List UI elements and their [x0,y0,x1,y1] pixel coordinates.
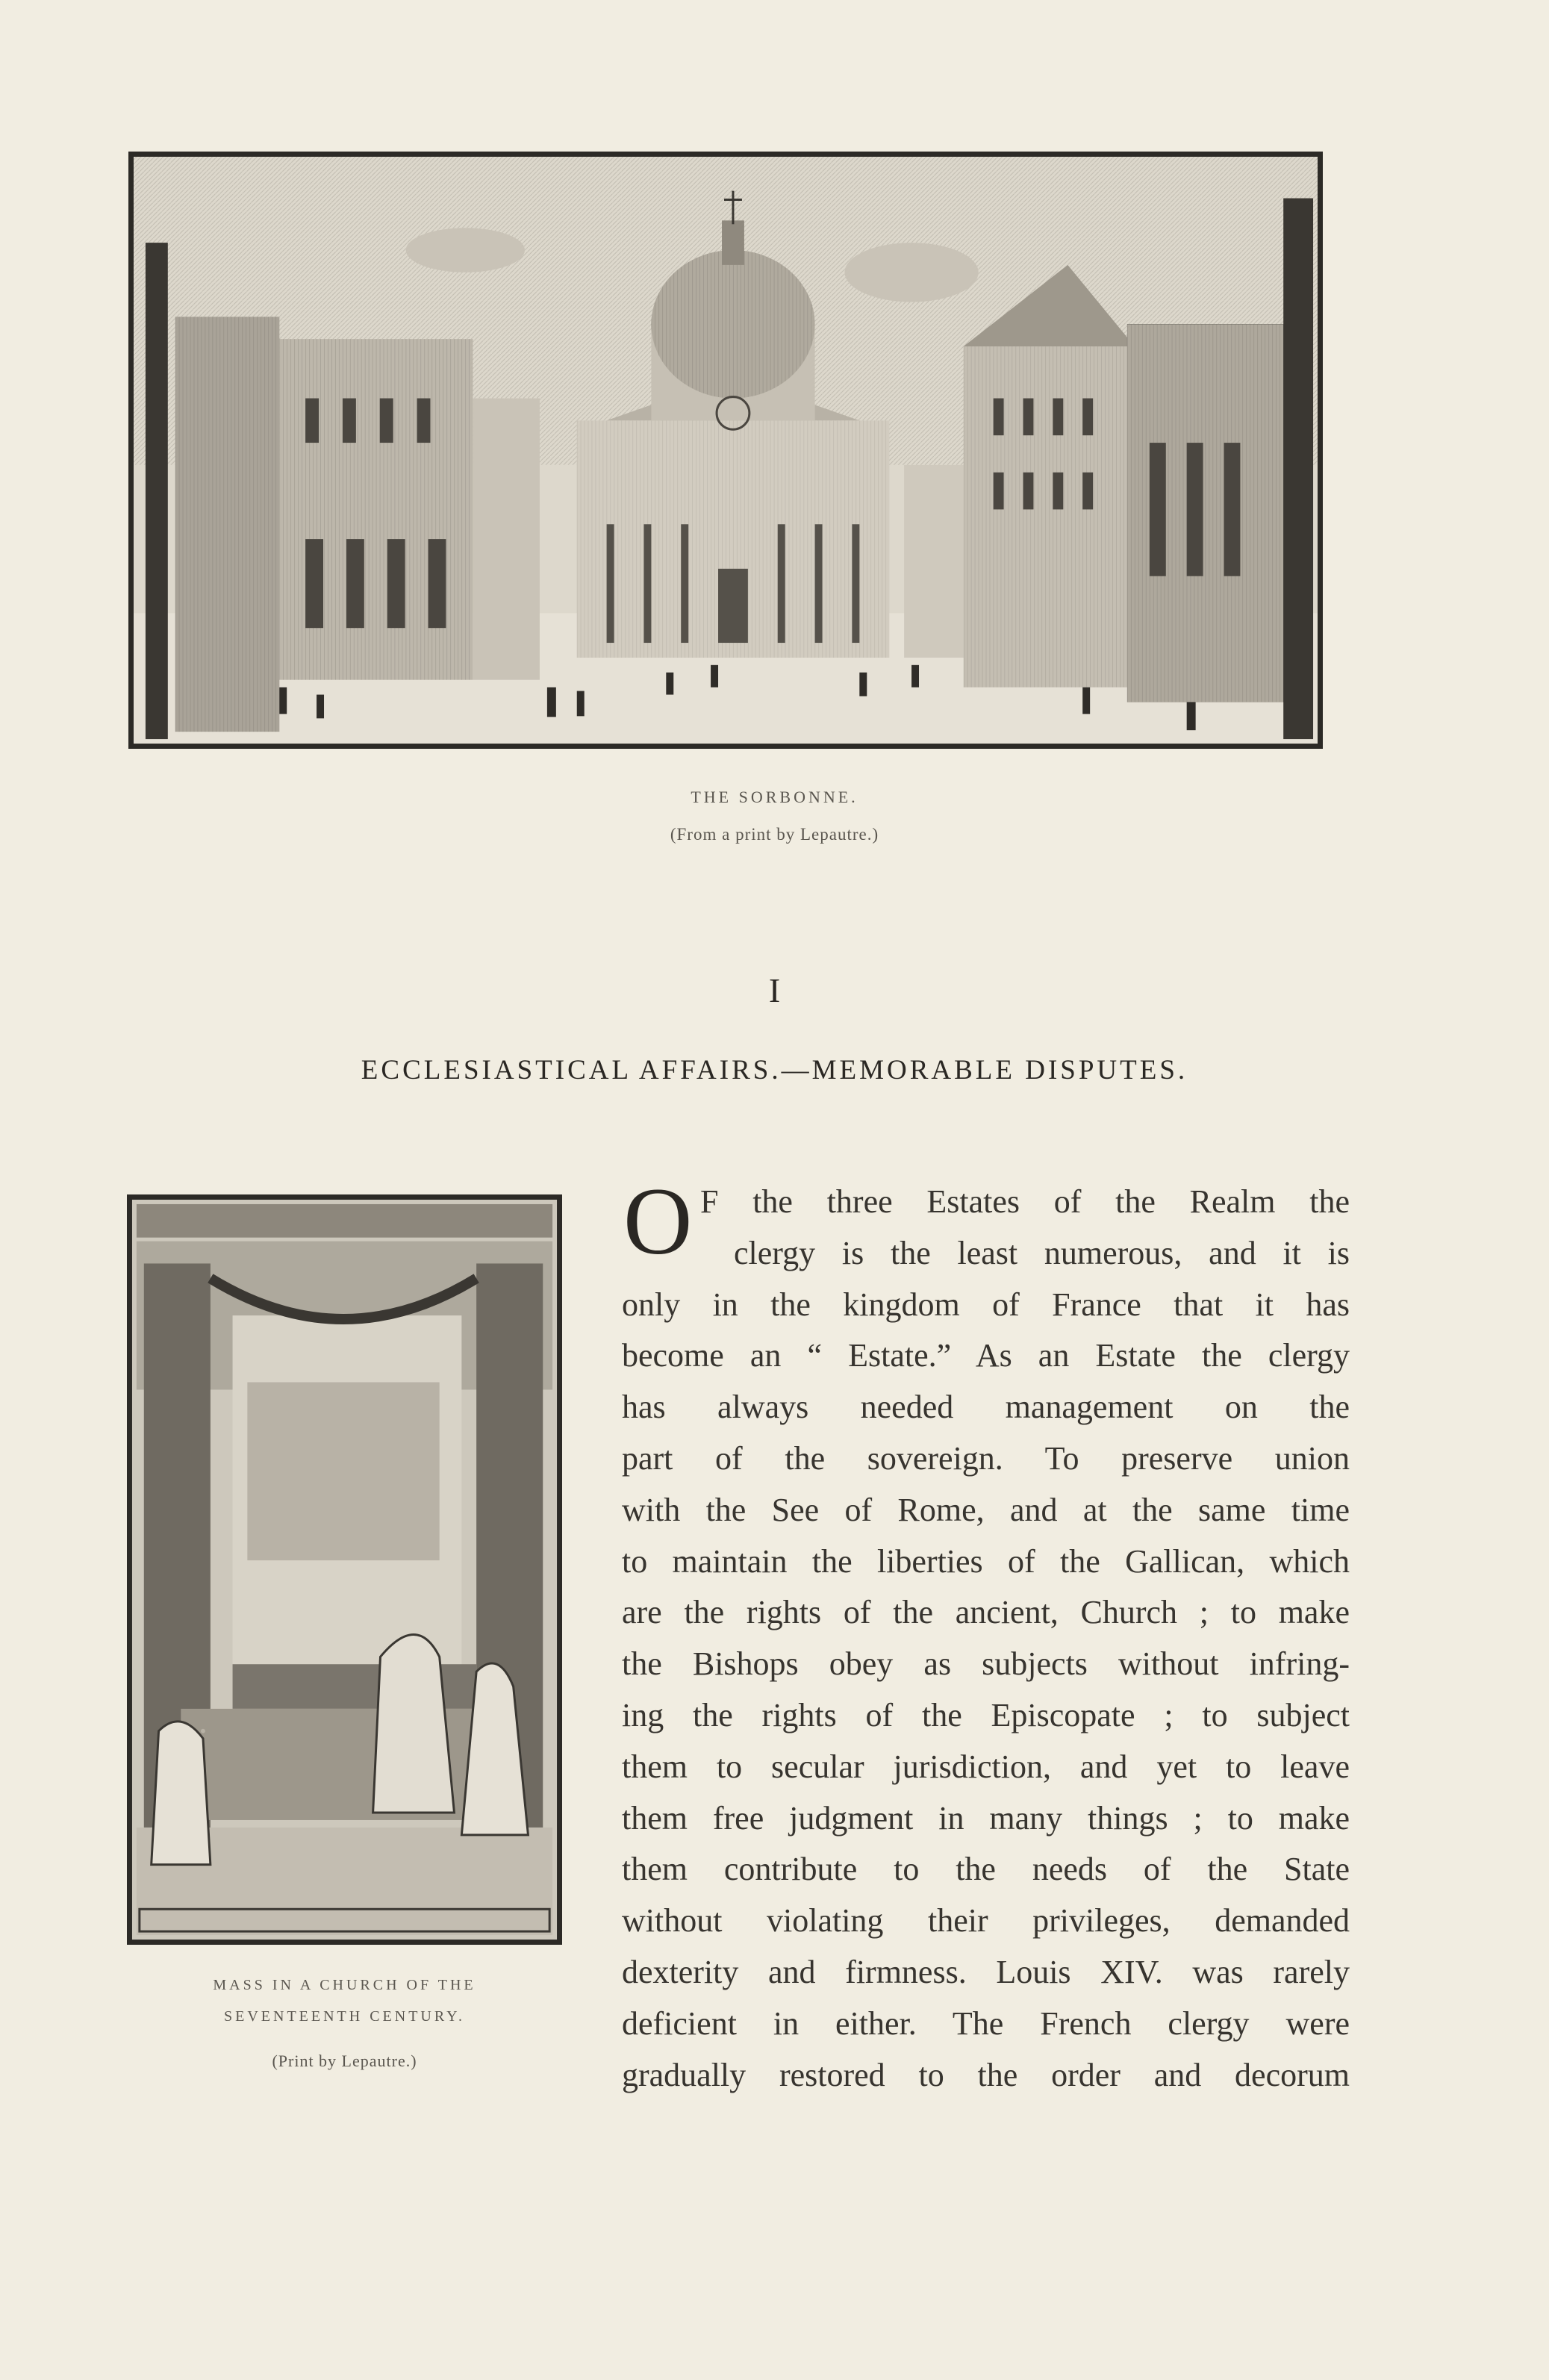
sorbonne-credit: (From a print by Lepautre.) [670,825,879,844]
text-line: the Bishops obey as subjects without infring- [622,1645,1350,1683]
mass-credit: (Print by Lepautre.) [272,2052,417,2070]
drop-cap: O [623,1168,693,1274]
body-text [622,1177,1350,2101]
text-line: them free judgment in many things ; to make [622,1799,1350,1837]
mass-caption-line2: SEVENTEENTH CENTURY. [224,2008,465,2025]
mass-engraving-art [129,1197,560,1943]
text-line: gradually restored to the order and decorum [622,2056,1350,2093]
text-line: them contribute to the needs of the State [622,1851,1350,1888]
text-line: clergy is the least numerous, and it is [734,1234,1350,1271]
sorbonne-engraving-art [131,154,1321,747]
text-line: are the rights of the ancient, Church ; to make [622,1594,1350,1631]
text-line: to maintain the liberties of the Gallican, which [622,1542,1350,1580]
text-line: with the See of Rome, and at the same time [622,1491,1350,1528]
chapter-title: ECCLESIASTICAL AFFAIRS.—MEMORABLE DISPUTES. [361,1055,1188,1085]
text-line: part of the sovereign. To preserve union [622,1439,1350,1477]
mass-caption-line1: MASS IN A CHURCH OF THE [213,1977,476,1993]
sorbonne-engraving [128,152,1323,749]
text-line: deficient in either. The French clergy were [622,2004,1350,2042]
text-line: become an “ Estate.” As an Estate the clergy [622,1337,1350,1374]
text-line: F the three Estates of the Realm the [700,1183,1350,1220]
text-line: without violating their privileges, demanded [622,1902,1350,1940]
text-line: dexterity and firmness. Louis XIV. was rarely [622,1953,1350,1990]
text-line: them to secular jurisdiction, and yet to leave [622,1748,1350,1785]
mass-engraving [127,1194,562,1945]
chapter-number: I [768,971,781,1009]
text-line: has always needed management on the [622,1389,1350,1426]
sorbonne-caption: THE SORBONNE. [691,788,858,806]
text-line: ing the rights of the Episcopate ; to subject [622,1696,1350,1733]
text-line: only in the kingdom of France that it has [622,1286,1350,1323]
